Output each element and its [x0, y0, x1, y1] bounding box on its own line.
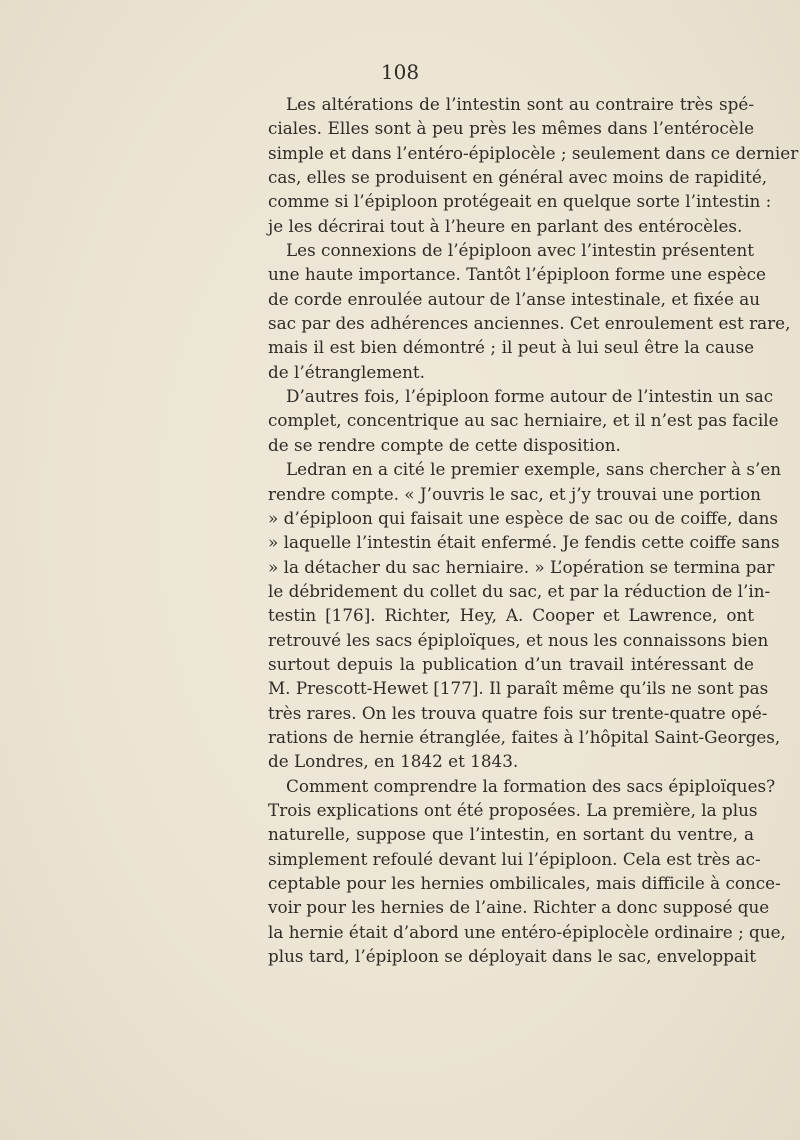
text-line: Les connexions de l’épiploon avec l’intestin présentent — [286, 240, 754, 261]
text-line: de se rendre compte de cette disposition. — [268, 434, 621, 455]
text-line: » laquelle l’intestin était enfermé. Je fendis cette coiffe sans — [268, 532, 780, 553]
text-line: Les altérations de l’intestin sont au contraire très spé- — [286, 94, 754, 114]
text-line: complet, concentrique au sac herniaire, et il n’est pas facile — [268, 410, 779, 431]
text-line: rations de hernie étranglée, faites à l’hôpital Saint-Georges, — [268, 726, 781, 747]
text-line: sac par des adhérences anciennes. Cet enroulement est rare, — [268, 313, 791, 334]
text-line: testin [176]. Richter, Hey, A. Cooper et Lawrence, ont — [268, 605, 754, 626]
text-line: ciales. Elles sont à peu près les mêmes dans l’entérocèle — [268, 118, 754, 139]
text-line: M. Prescott-Hewet [177]. Il paraît même qu’ils ne sont pas — [268, 678, 769, 699]
text-line: simple et dans l’entéro-épiplocèle ; seulement dans ce dernier — [268, 142, 799, 163]
text-line: naturelle, suppose que l’intestin, en sortant du ventre, a — [268, 824, 754, 845]
text-line: » d’épiploon qui faisait une espèce de sac ou de coiffe, dans — [268, 507, 779, 528]
text-line: Ledran en a cité le premier exemple, sans chercher à s’en — [286, 459, 782, 480]
text-line: cas, elles se produisent en général avec moins de rapidité, — [268, 167, 768, 188]
text-line: D’autres fois, l’épiploon forme autour de l’intestin un sac — [286, 386, 774, 407]
text-line: » la détacher du sac herniaire. » L’opération se termina par — [268, 556, 775, 577]
text-line: mais il est bien démontré ; il peut à lui seul être la cause — [268, 337, 754, 358]
text-line: plus tard, l’épiploon se déployait dans le sac, enveloppait — [268, 946, 756, 967]
text-line: je les décrirai tout à l’heure en parlant des entérocèles. — [268, 215, 743, 236]
text-line: la hernie était d’abord une entéro-épiplocèle ordinaire ; que, — [268, 921, 786, 942]
text-line: une haute importance. Tantôt l’épiploon forme une espèce — [268, 264, 766, 285]
text-line: Comment comprendre la formation des sacs épiploïques? — [286, 775, 776, 796]
text-line: rendre compte. « J’ouvris le sac, et j’y trouvai une portion — [268, 483, 761, 504]
text-line: ceptable pour les hernies ombilicales, mais difficile à conce- — [268, 873, 781, 893]
text-line: voir pour les hernies de l’aine. Richter a donc supposé que — [268, 897, 770, 918]
text-line: de Londres, en 1842 et 1843. — [268, 751, 519, 772]
text-line: de l’étranglement. — [268, 361, 425, 382]
text-line: le débridement du collet du sac, et par la réduction de l’in- — [268, 580, 771, 601]
body-text — [268, 92, 799, 968]
text-line: Trois explications ont été proposées. La première, la plus — [268, 799, 758, 820]
text-line: surtout depuis la publication d’un travail intéressant de — [268, 653, 754, 674]
text-line: de corde enroulée autour de l’anse intestinale, et fixée au — [268, 288, 761, 309]
text-line: retrouvé les sacs épiploïques, et nous les connaissons bien — [268, 629, 769, 650]
text-line: simplement refoulé devant lui l’épiploon. Cela est très ac- — [268, 848, 761, 869]
page-number: 108 — [380, 60, 420, 84]
text-line: très rares. On les trouva quatre fois sur trente-quatre opé- — [268, 702, 768, 723]
text-line: comme si l’épiploon protégeait en quelque sorte l’intestin : — [268, 191, 772, 212]
